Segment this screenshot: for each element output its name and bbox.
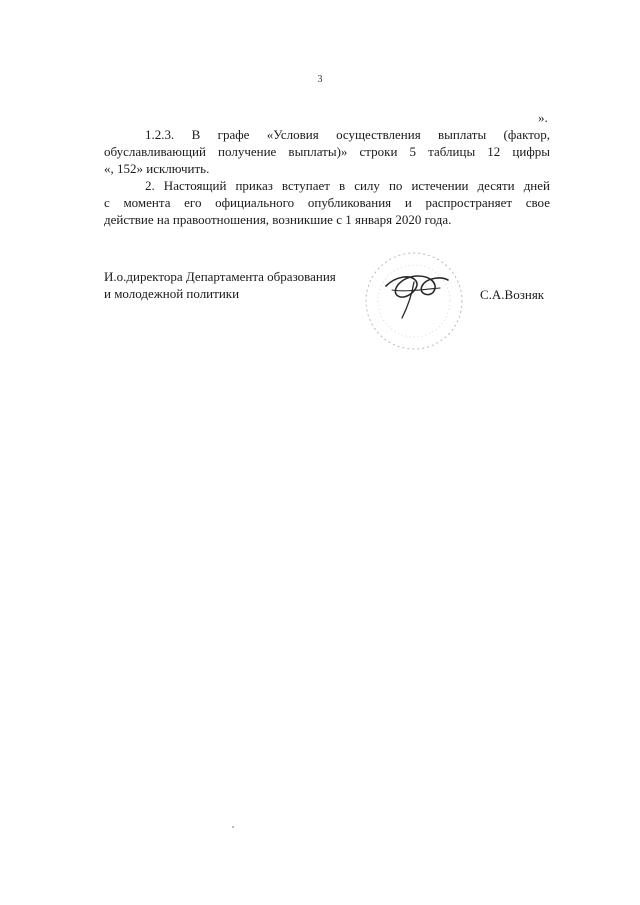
page-number: 3: [317, 74, 323, 85]
closing-quote: ».: [538, 110, 548, 125]
signatory-title: [104, 268, 364, 302]
scan-speck: [232, 826, 234, 828]
signature-with-seal: [356, 246, 476, 356]
clause-line: 2. Настоящий приказ вступает в силу по истечении десяти дней: [145, 178, 550, 193]
clause-line: действие на правоотношения, возникшие с 1 января 2020 года.: [104, 212, 452, 227]
signer-name: С.А.Возняк: [480, 287, 545, 302]
clause-line: «, 152» исключить.: [104, 161, 210, 176]
signatory-title-line: И.о.директора Департамента образования: [104, 269, 336, 284]
clause-2: [104, 177, 550, 228]
signatory-title-line: и молодежной политики: [104, 286, 240, 301]
clause-line: с момента его официального опубликования и распространяет свое: [104, 195, 550, 210]
clause-line: обуславливающий получение выплаты)» строки 5 таблицы 12 цифры: [104, 144, 550, 159]
clause-1-2-3: [104, 126, 550, 177]
clause-line: 1.2.3. В графе «Условия осуществления выплаты (фактор,: [145, 127, 550, 142]
